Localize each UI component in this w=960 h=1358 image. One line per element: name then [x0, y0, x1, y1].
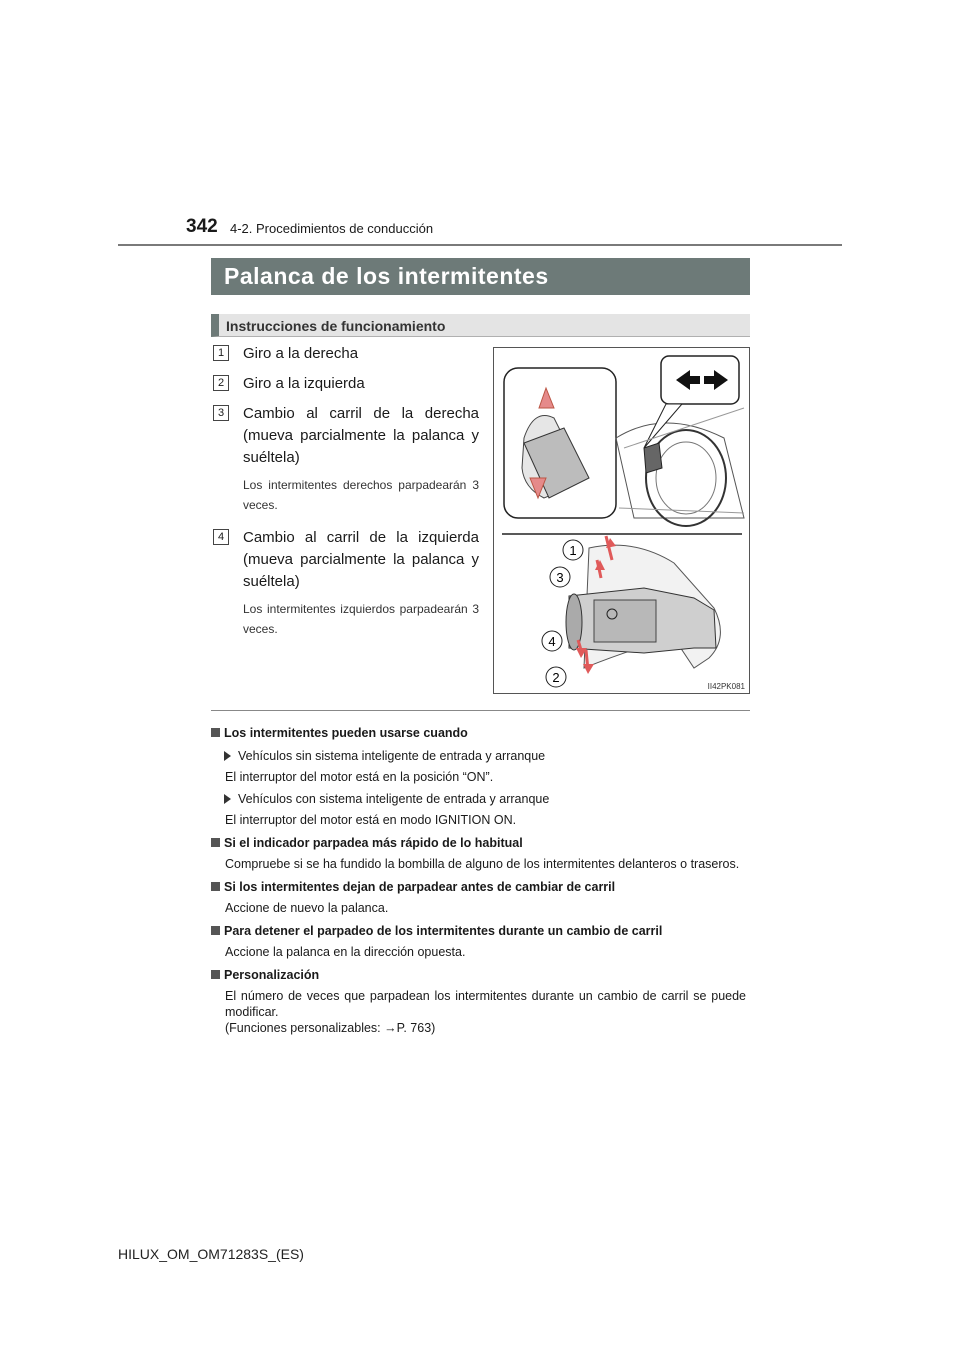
note-heading	[211, 724, 746, 742]
steps-list	[212, 343, 479, 651]
square-bullet-icon	[211, 728, 220, 737]
step-text: Cambio al carril de la derecha (mueva parcialmente la palanca y suéltela)	[243, 405, 479, 466]
callout-2: 2	[552, 670, 560, 685]
callout-1: 1	[569, 543, 577, 558]
square-bullet-icon	[211, 882, 220, 891]
lever-detail	[566, 536, 720, 674]
section-subtitle: Instrucciones de funcionamiento	[211, 314, 750, 337]
note-body: Accione la palanca en la dirección opuesta.	[225, 945, 466, 959]
note-condition	[211, 790, 746, 808]
step-row	[212, 343, 479, 365]
note-body: (Funciones personalizables: →P. 763)	[225, 1021, 436, 1035]
step-text: Giro a la derecha	[243, 345, 359, 362]
step-text: Cambio al carril de la izquierda (mueva parcialmente la palanca y suéltela)	[243, 529, 479, 590]
notes-divider	[211, 710, 750, 711]
callout-3: 3	[556, 570, 564, 585]
note-heading	[211, 834, 746, 852]
section-title: Palanca de los intermitentes	[211, 258, 750, 295]
step-item	[212, 527, 479, 639]
note-condition-text: Vehículos sin sistema inteligente de entrada y arranque	[238, 749, 546, 763]
header-divider	[118, 244, 842, 246]
note-condition	[211, 747, 746, 765]
triangle-bullet-icon	[224, 794, 231, 804]
step-note: Los intermitentes derechos parpadearán 3 veces.	[243, 478, 479, 512]
note-heading-text: Para detener el parpadeo de los intermitentes durante un cambio de carril	[224, 924, 663, 938]
note-heading-text: Si los intermitentes dejan de parpadear antes de cambiar de carril	[224, 880, 616, 894]
square-bullet-icon	[211, 926, 220, 935]
notes-list	[211, 718, 746, 1038]
note-heading-text: Si el indicador parpadea más rápido de lo habitual	[224, 836, 523, 850]
note-heading-text: Los intermitentes pueden usarse cuando	[224, 726, 468, 740]
step-item	[212, 343, 479, 365]
note-body: El interruptor del motor está en modo IGNITION ON.	[225, 813, 517, 827]
step-note: Los intermitentes izquierdos parpadearán 3 veces.	[243, 602, 479, 636]
square-bullet-icon	[211, 970, 220, 979]
note-block	[211, 878, 746, 916]
note-body: El número de veces que parpadean los intermitentes durante un cambio de carril se puede modificar.	[225, 989, 746, 1019]
note-block	[211, 834, 746, 872]
callout-4: 4	[548, 634, 556, 649]
note-heading	[211, 922, 746, 940]
footer-doc-code: HILUX_OM_OM71283S_(ES)	[118, 1246, 304, 1262]
step-row	[212, 373, 479, 395]
step-number: 4	[213, 529, 229, 545]
note-body: El interruptor del motor está en la posición “ON”.	[225, 770, 494, 784]
step-item	[212, 403, 479, 515]
note-block	[211, 724, 746, 828]
step-text: Giro a la izquierda	[243, 375, 365, 392]
note-block	[211, 966, 746, 1036]
note-heading	[211, 878, 746, 896]
note-condition-text: Vehículos con sistema inteligente de entrada y arranque	[238, 792, 550, 806]
step-row	[212, 527, 479, 593]
note-heading-text: Personalización	[224, 968, 320, 982]
figure-code: II42PK081	[707, 682, 745, 691]
page-number: 342	[186, 216, 218, 237]
step-number: 3	[213, 405, 229, 421]
triangle-bullet-icon	[224, 751, 231, 761]
note-heading	[211, 966, 746, 984]
dashboard-view	[504, 356, 744, 526]
step-number: 1	[213, 345, 229, 361]
turn-signal-illustration	[494, 348, 749, 693]
step-number: 2	[213, 375, 229, 391]
step-item	[212, 373, 479, 395]
step-row	[212, 403, 479, 469]
note-body: Accione de nuevo la palanca.	[225, 901, 389, 915]
figure	[493, 347, 750, 694]
note-body: Compruebe si se ha fundido la bombilla de alguno de los intermitentes delanteros o traseros.	[225, 857, 740, 871]
chapter-title: 4-2. Procedimientos de conducción	[230, 221, 434, 236]
square-bullet-icon	[211, 838, 220, 847]
note-block	[211, 922, 746, 960]
